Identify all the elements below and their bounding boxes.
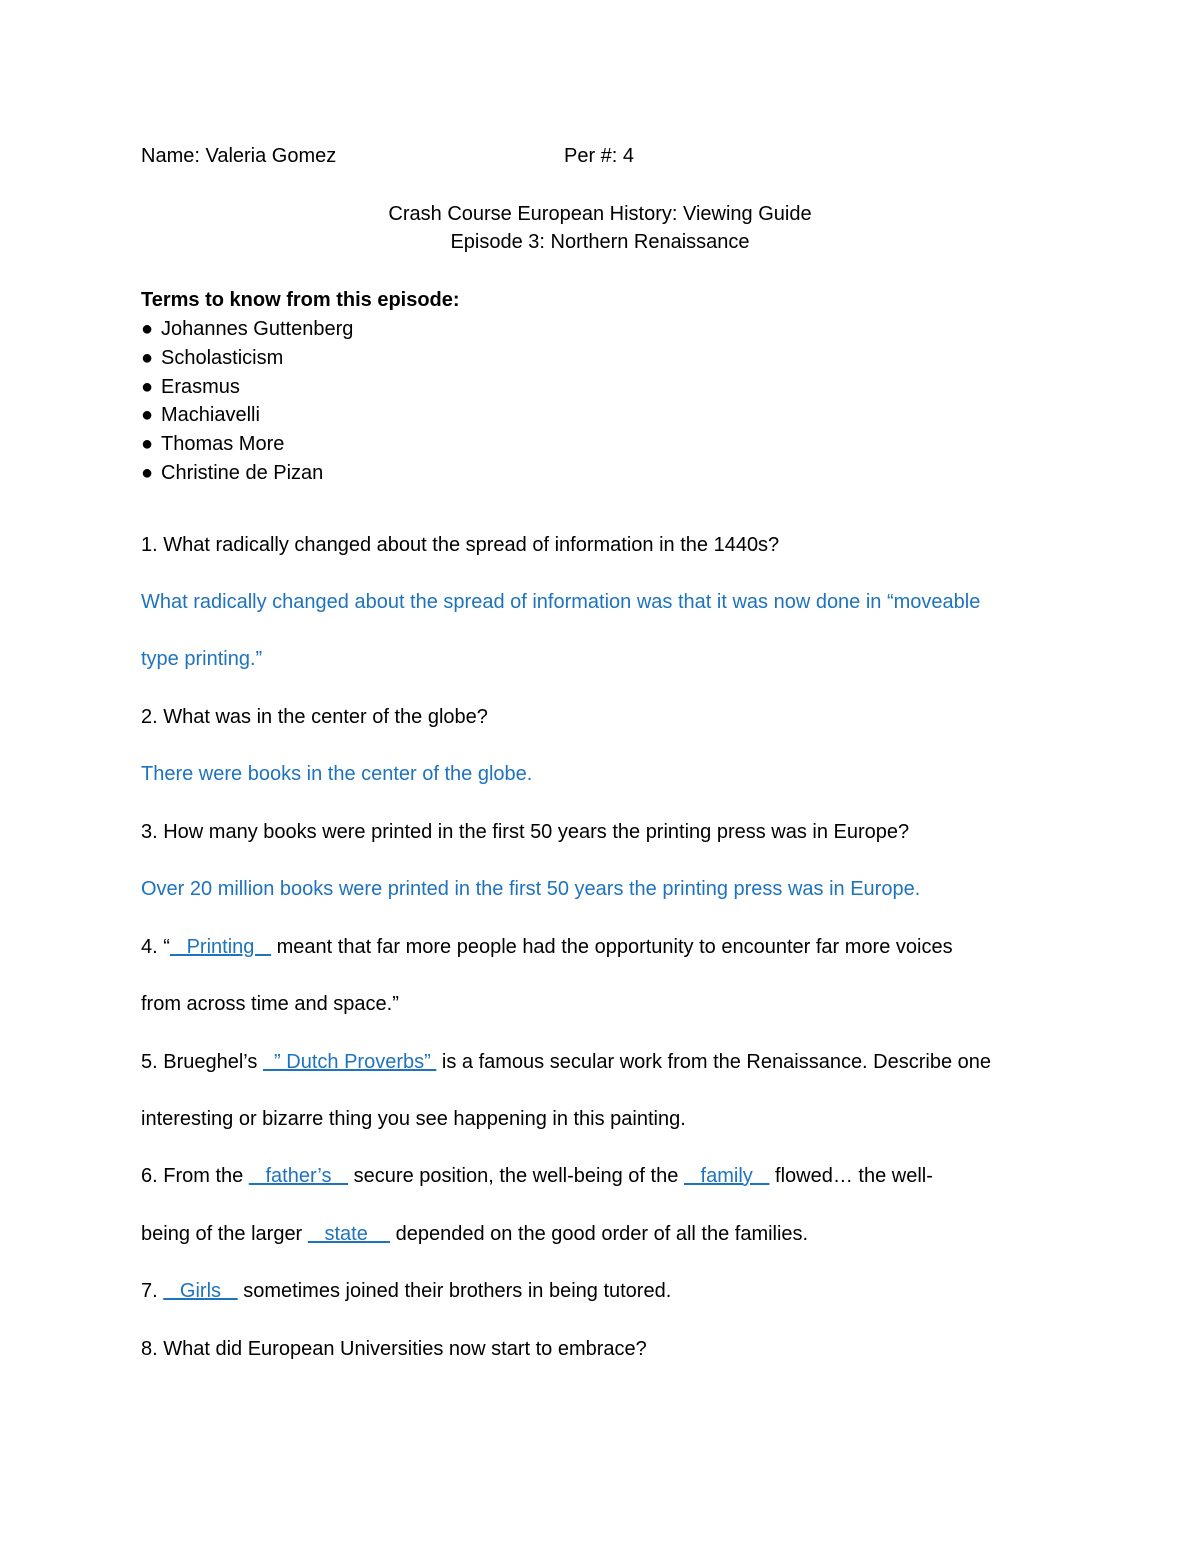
question-5: 5. Brueghel’s ” Dutch Proverbs” is a famous secular work from the Renaissance. Describe one	[141, 1051, 992, 1073]
answer-1-line-1: What radically changed about the spread of information was that it was now done in “moveable	[141, 591, 981, 613]
question-5-line-2: interesting or bizarre thing you see happening in this painting.	[141, 1108, 686, 1130]
term-item: ● Machiavelli	[141, 404, 260, 427]
document-subtitle: Episode 3: Northern Renaissance	[450, 231, 750, 253]
bullet-icon: ●	[141, 346, 154, 369]
term-item: ● Christine de Pizan	[141, 461, 324, 484]
document-title: Crash Course European History: Viewing Guide	[388, 203, 812, 225]
bullet-icon: ●	[141, 375, 154, 398]
answer-blank-6c: state	[307, 1223, 391, 1245]
terms-heading: Terms to know from this episode:	[141, 289, 460, 311]
bullet-icon: ●	[141, 461, 154, 484]
answer-blank-5: ” Dutch Proverbs”	[262, 1051, 437, 1073]
term-item: ● Thomas More	[141, 433, 285, 456]
question-3: 3. How many books were printed in the first 50 years the printing press was in Europe?	[141, 821, 910, 843]
term-item: ● Scholasticism	[141, 346, 284, 369]
question-1: 1. What radically changed about the spread of information in the 1440s?	[141, 534, 780, 556]
question-8: 8. What did European Universities now start to embrace?	[141, 1338, 647, 1360]
term-item: ● Johannes Guttenberg	[141, 318, 354, 340]
bullet-icon: ●	[141, 433, 154, 456]
bullet-icon: ●	[141, 404, 154, 427]
answer-blank-7: Girls	[163, 1280, 238, 1302]
answer-1-line-2: type printing.”	[141, 648, 263, 670]
period-number: Per #: 4	[564, 145, 635, 167]
bullet-icon: ●	[141, 318, 154, 340]
answer-blank-6b: family	[683, 1165, 770, 1187]
question-6: 6. From the father’s secure position, the well-being of the family flowed… the well-	[141, 1165, 933, 1187]
question-6-line-2: being of the larger state depended on the good order of all the families.	[141, 1223, 809, 1245]
answer-blank-4: Printing	[169, 936, 272, 958]
question-4-line-2: from across time and space.”	[141, 993, 399, 1015]
answer-3: Over 20 million books were printed in the first 50 years the printing press was in Europe.	[141, 878, 921, 900]
answer-blank-6a: father’s	[248, 1165, 349, 1187]
question-2: 2. What was in the center of the globe?	[141, 706, 488, 728]
question-4: 4. “ Printing meant that far more people had the opportunity to encounter far more voices	[141, 936, 953, 958]
terms-list	[141, 316, 353, 489]
question-7: 7. Girls sometimes joined their brothers in being tutored.	[141, 1280, 672, 1302]
term-item: ● Erasmus	[141, 375, 240, 398]
student-name: Name: Valeria Gomez	[141, 145, 337, 167]
answer-2: There were books in the center of the globe.	[141, 763, 533, 785]
